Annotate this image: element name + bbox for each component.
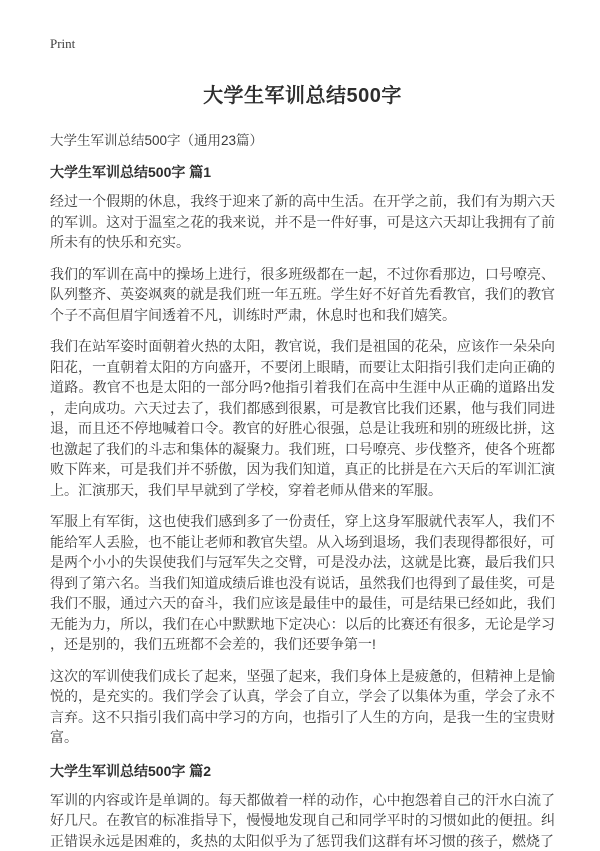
section-1-heading: 大学生军训总结500字 篇1 <box>50 162 555 182</box>
section-2-heading: 大学生军训总结500字 篇2 <box>50 761 555 781</box>
paragraph: 经过一个假期的休息，我终于迎来了新的高中生活。在开学之前，我们有为期六天的军训。这对于温室之花的我来说，并不是一件好事，可是这六天却让我拥有了前所未有的快乐和充实。 <box>50 191 555 253</box>
document-title: 大学生军训总结500字 <box>50 79 555 108</box>
document-subtitle: 大学生军训总结500字（通用23篇） <box>50 129 555 149</box>
paragraph: 军服上有军街，这也使我们感到多了一份责任，穿上这身军服就代表军人，我们不能给军人丢脸，也不能让老师和教官失望。从入场到退场，我们表现得都很好，可是两个小小的失误使我们与冠军失之交臂，可是没办法，这就是比赛，最后我们只得到了第六名。当我们知道成绩后谁也没有说话，虽然我们也得到了最佳奖，可是我们不服，通过六天的奋斗，我们应该是最佳中的最佳，可是结果已经如此，我们无能为力，所以，我们在心中默默地下定决心：以后的比赛还有很多，无论是学习，还是别的，我们五班都不会差的，我们还要争第一! <box>50 511 555 655</box>
print-link[interactable]: Print <box>50 36 555 52</box>
paragraph: 这次的军训使我们成长了起来，坚强了起来，我们身体上是疲惫的，但精神上是愉悦的，是充实的。我们学会了认真，学会了自立，学会了以集体为重，学会了永不言弃。这不只指引我们高中学习的方向，也指引了人生的方向，是我一生的宝贵财富。 <box>50 666 555 748</box>
paragraph: 军训的内容或许是单调的。每天都做着一样的动作，心中抱怨着自己的汗水白流了好几尺。在教官的标准指导下，慢慢地发现自己和同学平时的习惯如此的便扭。纠正错误永远是困难的，炙热的太阳似乎为了惩罚我们这群有坏习惯的孩子，燃烧了 <box>50 790 555 851</box>
paragraph: 我们的军训在高中的操场上进行，很多班级都在一起，不过你看那边，口号嘹亮、队列整齐、英姿飒爽的就是我们班一年五班。学生好不好首先看教官，我们的教官个子不高但眉宇间透着不凡，训练时严肃，休息时也和我们嬉笑。 <box>50 264 555 326</box>
paragraph: 我们在站军姿时面朝着火热的太阳，教官说，我们是祖国的花朵，应该作一朵朵向阳花，一直朝着太阳的方向盛开，不要闭上眼睛，而要让太阳指引我们走向正确的道路。教官不也是太阳的一部分吗?他指引着我们在高中生涯中从正确的道路出发，走向成功。六天过去了，我们都感到很累，可是教官比我们还累，他与我们同进退，而且还不停地喊着口令。教官的好胜心很强，总是让我班和别的班级比拼，这也激起了我们的斗志和集体的凝聚力。我们班，口号嘹亮、步伐整齐，使各个班都败下阵来，可是我们并不骄傲，因为我们知道，真正的比拼是在六天后的军训汇演上。汇演那天，我们早早就到了学校，穿着老师从借来的军服。 <box>50 336 555 500</box>
